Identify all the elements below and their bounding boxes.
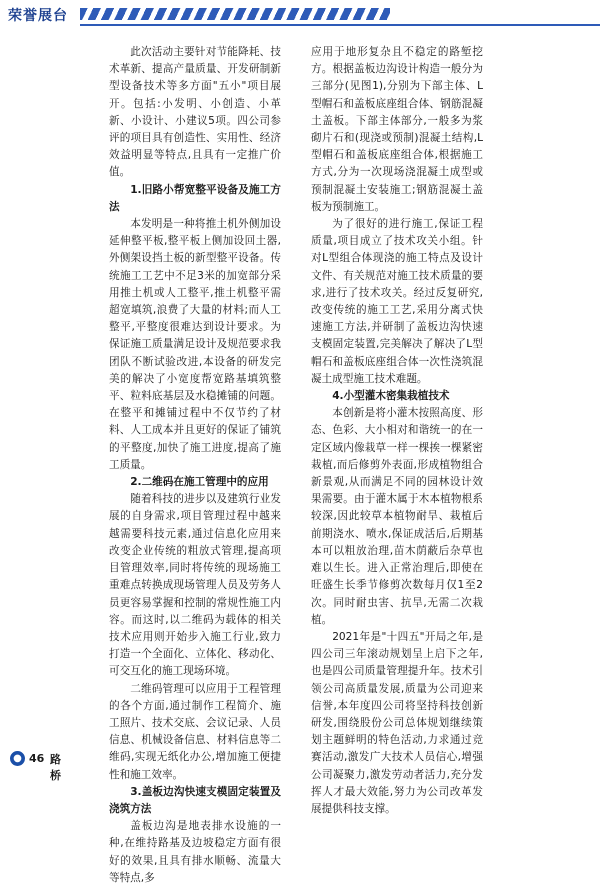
paragraph: 此次活动主要针对节能降耗、技术革新、提高产量质量、开发研制新型设备技术等多方面"五小"项目展开。包括:小发明、小创造、小革新、小设计、小建议5项。四公司参评的项目具有创造性、实用性、经济效益明显等特点,且具有一定推广价值。: [109, 46, 281, 179]
paragraph: 本发明是一种将推土机外侧加设延伸整平板,整平板上侧加设回土器,外侧架设挡土板的新型整平设备。传统施工工艺中不足3米的加宽部分采用推土机或人工整平,推土机整平需超宽填筑,浪费了大量的材料;而人工整平,平整度很难达到设计要求。为保证施工质量满足设计及规范要求我团队不断试验改进,本设备的研发完美的解决了小宽度帮宽路基填筑整平、粒料底基层及水稳摊铺的问题。在整平和摊铺过程中不仅节约了材料、人工成本并且更好的保证了铺筑的平整度,加快了施工进度,提高了施工质量。: [109, 218, 281, 471]
paragraph: 二维码管理可以应用于工程管理的各个方面,通过制作工程简介、施工照片、技术交底、会议记录、人员信息、机械设备信息、材料信息等二维码,实现无纸化办公,增加施工便捷性和施工效率。: [109, 682, 281, 781]
logo-icon: ●: [10, 751, 25, 766]
paragraph: 本创新是将小灌木按照高度、形态、色彩、大小相对和谐统一的在一定区域内像栽草一样一棵挨一棵紧密栽植,而后修剪外表面,形成植物组合新景观,从而满足不同的园林设计效果需要。由于灌木属于木本植物根系较深,因此较草本植物耐旱、栽植后前期浇水、喷水,保证成活后,后期基本可以粗放治理,苗木荫蔽后杂草也难以生长。进入正常治理后,即使在旺盛生长季节修剪次数每月仅1至2次。同时耐虫害、抗旱,无需二次栽植。: [311, 407, 483, 626]
left-column: [109, 44, 281, 887]
header-rule: [80, 24, 600, 26]
paragraph: 随着科技的进步以及建筑行业发展的自身需求,项目管理过程中越来越需要科技元素,通过信息化应用来改变企业传统的粗放式管理,提高项目管理效率,同时将传统的现场施工重难点转换成现场管理人员及劳务人员更容易掌握和控制的常规性施工内容。而这时,以二维码为载体的相关技术应用则开始步入施工行业,致力打造一个全面化、立体化、移动化、可交互化的施工现场环境。: [109, 493, 281, 678]
subheading: 2.二维码在施工管理中的应用: [130, 476, 269, 489]
subheading: 4.小型灌木密集栽植技术: [332, 390, 450, 403]
right-column: [311, 44, 483, 818]
subheading: 3.盖板边沟快速支模固定装置及浇筑方法: [109, 785, 281, 815]
paragraph: 盖板边沟是地表排水设施的一种,在维持路基及边坡稳定方面有很好的效果,且具有排水顺畅、流量大等特点,多: [109, 820, 281, 884]
magazine-name: 路桥: [50, 753, 63, 782]
page-header: [0, 0, 600, 26]
subheading: 1.旧路小帮宽整平设备及施工方法: [109, 183, 281, 213]
paragraph: 为了很好的进行施工,保证工程质量,项目成立了技术攻关小组。针对L型组合体现浇的施工特点及设计文件、有关规范对施工技术质量的要求,进行了技术攻关。经过反复研究,改变传统的施工工艺,采用分离式快速施工方法,并研制了盖板边沟快速支模固定装置,完美解决了解决了L型帽石和盖板底座组合体一次性浇筑混凝土成型施工技术难题。: [311, 218, 483, 385]
paragraph: 应用于地形复杂且不稳定的路堑挖方。根据盖板边沟设计构造一般分为三部分(见图1),分别为下部主体、L型帽石和盖板底座组合体、钢筋混凝土盖板。下部主体部分,一般多为浆砌片石和(现浇或预制)混凝土结构,L型帽石和盖板底座组合体,根据施工方式,分为一次现场浇混凝土成型或预制混凝土安装施工;钢筋混凝土盖板为预制施工。: [311, 46, 483, 213]
paragraph: 2021年是"十四五"开局之年,是四公司三年滚动规划呈上启下之年,也是四公司质量管理提升年。技术引领公司高质量发展,质量为公司迎来信誉,本年度四公司将坚持科技创新研发,围绕股份公司总体规划继续策划主题鲜明的特色活动,力求通过竞赛活动,激发广大技术人员信心,增强公司凝聚力,激发劳动者活力,充分发挥人才最大效能,努力为公司改革发展提供科技支撑。: [311, 630, 483, 815]
page-number: 46: [29, 752, 45, 765]
section-title: 荣誉展台: [8, 8, 68, 24]
header-stripes: [80, 8, 390, 20]
